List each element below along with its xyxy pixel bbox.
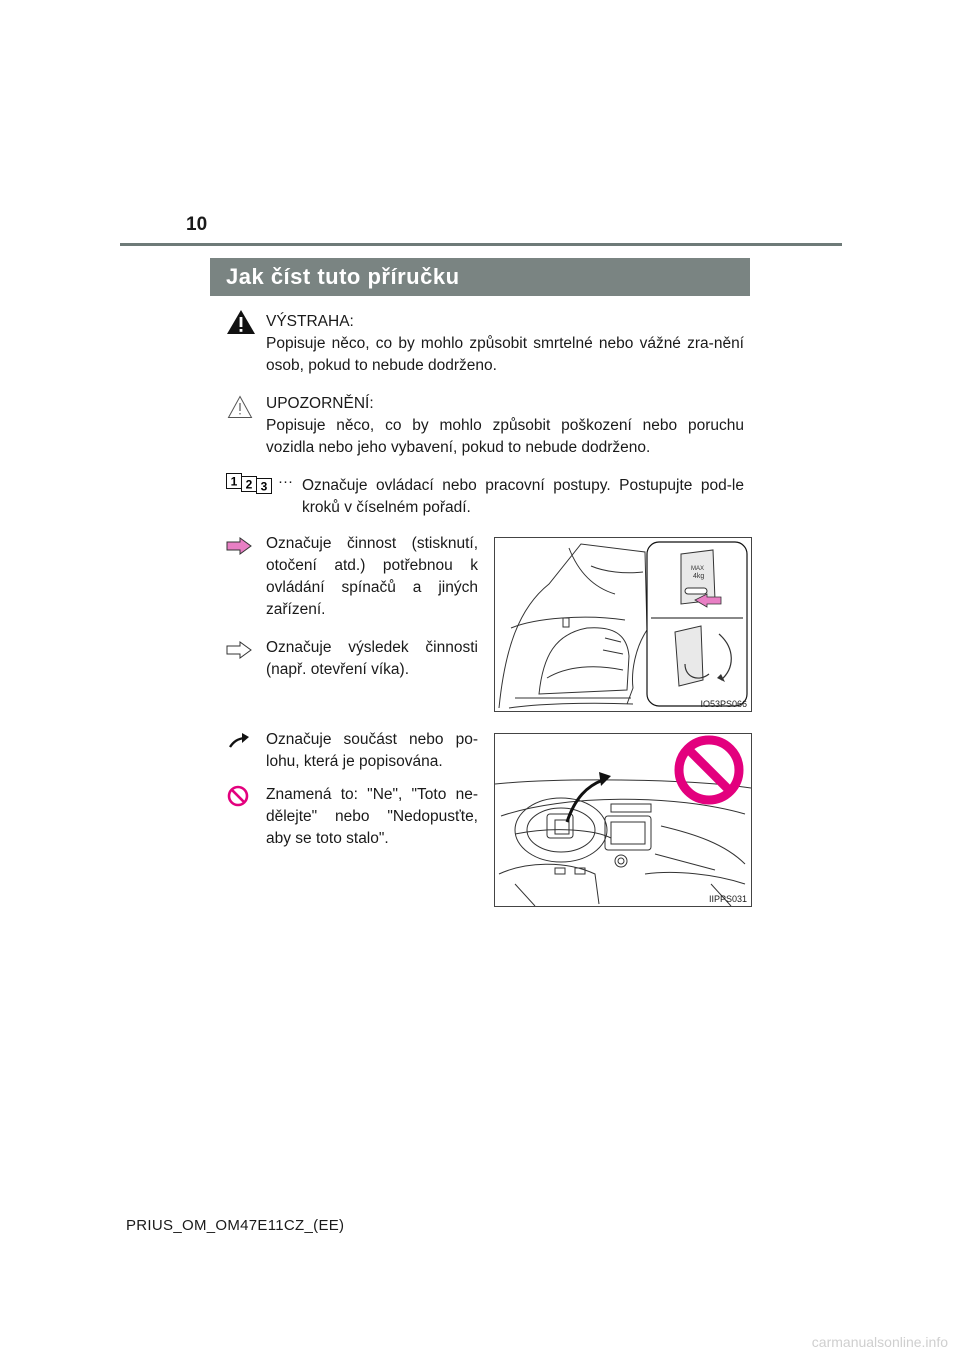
prohibition-icon xyxy=(227,785,249,807)
component-text: Označuje součást nebo po-lohu, která je popisována. xyxy=(266,731,478,770)
step-digit-3: 3 xyxy=(260,479,268,494)
step-digit-1: 1 xyxy=(230,474,238,489)
document-code-footer: PRIUS_OM_OM47E11CZ_(EE) xyxy=(126,1217,345,1234)
prohibited-text: Znamená to: "Ne", "Toto ne-dělejte" nebo "Nedopusťte, aby se toto stalo". xyxy=(266,786,478,847)
action-text: Označuje činnost (stisknutí, otočení atd.) potřebnou k ovládání spínačů a jiných zařízení. xyxy=(266,535,478,618)
step-digit-2: 2 xyxy=(245,477,253,492)
warning-heading: VÝSTRAHA: xyxy=(266,313,354,330)
result-text: Označuje výsledek činnosti (např. otevření víka). xyxy=(266,639,478,678)
section-title: Jak číst tuto příručku xyxy=(210,258,750,296)
top-rule xyxy=(120,243,842,246)
notice-text: Popisuje něco, co by mohlo způsobit poškození nebo poruchu vozidla nebo jeho vybavení, pokud to nebude dodrženo. xyxy=(266,417,744,456)
figure-trunk xyxy=(494,537,752,712)
warning-block xyxy=(266,311,744,377)
notice-heading: UPOZORNĚNÍ: xyxy=(266,395,374,412)
svg-text:4kg: 4kg xyxy=(693,573,705,580)
hook-label: MAX xyxy=(691,566,705,572)
dashboard-illustration xyxy=(495,734,751,906)
figure-dashboard xyxy=(494,733,752,907)
warning-text: Popisuje něco, co by mohlo způsobit smrtelné nebo vážné zra-nění osob, pokud to nebude dodrženo. xyxy=(266,335,744,374)
watermark: carmanualsonline.info xyxy=(811,1334,948,1350)
pink-arrow-icon xyxy=(226,537,252,555)
steps-numbers-icon xyxy=(226,473,276,495)
outline-arrow-icon xyxy=(226,641,252,659)
notice-block xyxy=(266,393,744,459)
steps-text: Označuje ovládací nebo pracovní postupy. Postupujte pod-le kroků v číselném pořadí. xyxy=(302,477,744,516)
trunk-illustration xyxy=(495,538,751,711)
steps-dots: ··· xyxy=(278,473,293,490)
figure2-code: IIPPS031 xyxy=(708,894,747,904)
curved-pointer-arrow-icon xyxy=(228,733,250,749)
warning-triangle-filled-icon xyxy=(226,309,256,335)
page-number: 10 xyxy=(186,214,208,235)
warning-triangle-outline-icon xyxy=(227,395,253,419)
figure1-code: IO53PS066 xyxy=(700,699,747,709)
